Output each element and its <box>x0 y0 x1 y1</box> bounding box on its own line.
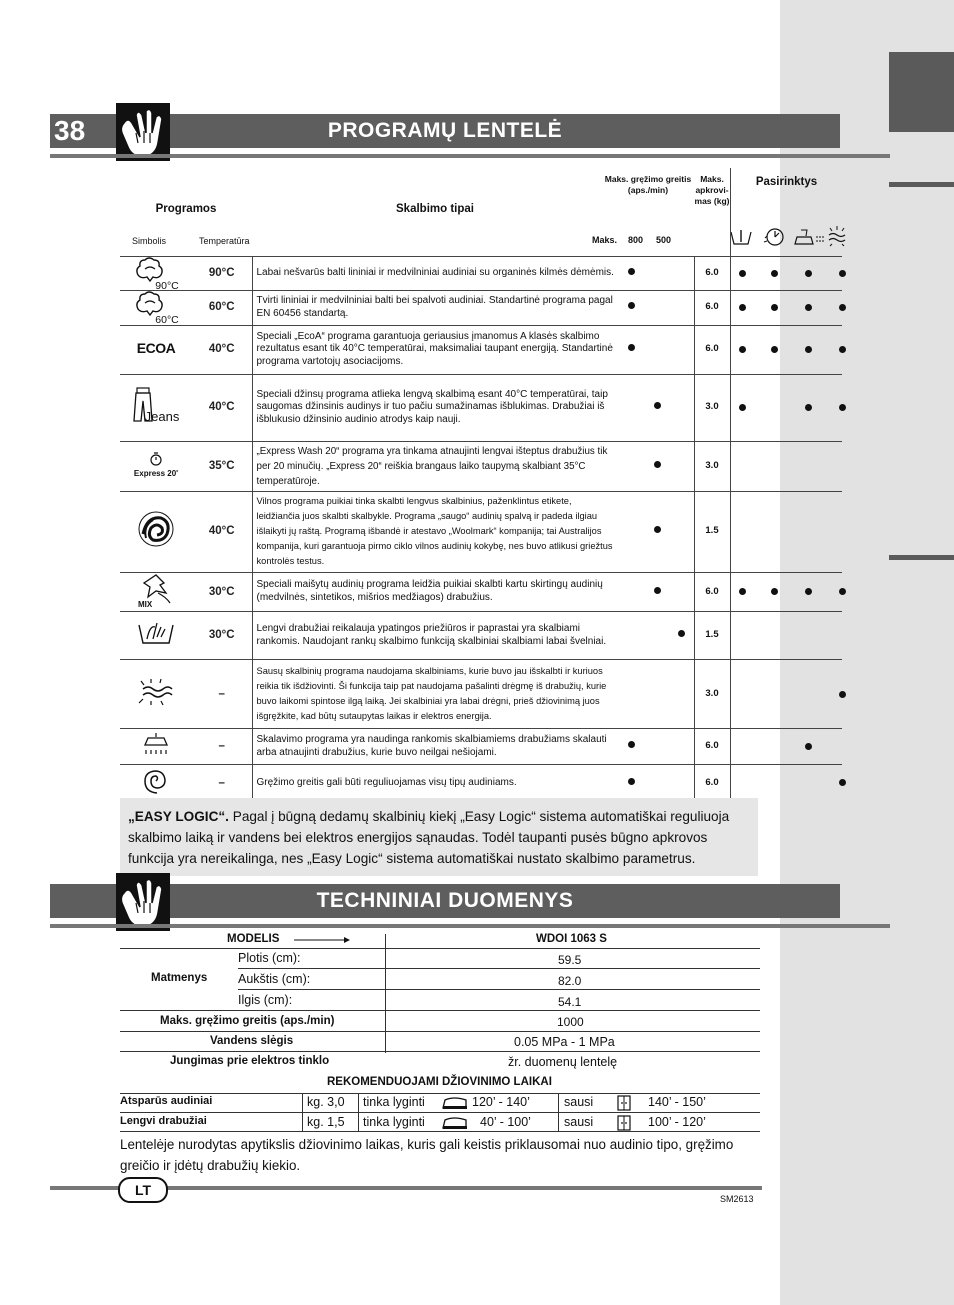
temperature: 40°C <box>192 491 252 572</box>
temperature: – <box>192 765 252 801</box>
program-row <box>120 441 842 491</box>
mix-icon <box>120 572 192 612</box>
max-load: 6.0 <box>694 256 730 290</box>
dry-row-iron-time: 40’ - 100’ <box>480 1115 531 1129</box>
spin-cell <box>670 374 694 441</box>
spin-cell <box>670 441 694 491</box>
options-cell <box>730 729 842 765</box>
symbol-label: Jeans <box>144 408 180 424</box>
spin-cell <box>670 325 694 374</box>
spin-cell <box>644 290 670 325</box>
dry-icon <box>829 226 845 246</box>
program-row <box>120 765 842 801</box>
symbol-label: Express 20' <box>133 469 179 478</box>
hand-icon <box>116 873 170 931</box>
doc-code: SM2613 <box>720 1194 754 1204</box>
option-dot-easy-iron <box>805 270 812 277</box>
program-row <box>120 290 842 325</box>
dry-row-dry-time: 100’ - 120’ <box>648 1115 706 1129</box>
option-dot-no-prewash <box>739 588 746 595</box>
easy-logic-box <box>120 798 758 876</box>
width-label: Plotis (cm): <box>238 951 301 965</box>
symbol-label: 90°C <box>155 279 179 292</box>
model-label: MODELIS <box>227 933 280 945</box>
max-label: Maks. <box>592 235 618 245</box>
cotton-60-icon <box>120 290 192 325</box>
symbol-label: MIX <box>138 599 153 609</box>
symbol-header: Simbolis <box>132 236 167 246</box>
program-description: Speciali džinsų programa atlieka lengvą skalbimą esant 40°C temperatūrai, taip saugomas džinsinis audinys ir tuo pačiu sumažinamas išblukimas. Drabužiai iš išblukusio džinsinio audinio atrodys kaip nauji. <box>252 374 618 441</box>
spin-800-label: 800 <box>628 235 644 245</box>
max-load: 6.0 <box>694 290 730 325</box>
dry-row-iron: tinka lyginti <box>363 1095 425 1109</box>
max-load: 6.0 <box>694 765 730 801</box>
temperature: 30°C <box>192 572 252 612</box>
program-description: Vilnos programa puikiai tinka skalbti lengvus skalbinius, paženklintus etikete, leidžiančia juos skalbti skalbykle. Programa „saugo“ audinių spalvą ir padeda ilgiau išlaikyti jų raštą. Programą išbandė ir atestavo „Woolmark“ kompanija; tai Australijos kompanija, kuri garantuoja pirmo ciklo vilnos audinių kokybę, nes buvo atlikusi griežtus kontrolės testus. <box>252 491 618 572</box>
dry-row-iron: tinka lyginti <box>363 1115 425 1129</box>
easy-logic-label: „EASY LOGIC“. <box>128 809 229 824</box>
max-load: 6.0 <box>694 729 730 765</box>
spin-cell <box>670 290 694 325</box>
wool-icon <box>120 491 192 572</box>
spin-cell <box>644 325 670 374</box>
spin-cell <box>644 256 670 290</box>
spin-cell <box>644 374 670 441</box>
spin-cell <box>618 660 644 729</box>
program-description: Skalavimo programa yra naudinga rankomis skalbiamiems drabužiams skalauti arba atnaujinti drabužius, kurie buvo neilgai nešiojami. <box>252 729 618 765</box>
easy-iron-icon <box>795 230 825 244</box>
option-dot-time <box>771 304 778 311</box>
side-bar <box>889 555 954 560</box>
height-value: 82.0 <box>558 974 582 988</box>
eco-a-icon <box>120 325 192 374</box>
option-dot-easy-iron <box>805 346 812 353</box>
spin-cell <box>618 612 644 660</box>
program-row <box>120 729 842 765</box>
option-dot-dry <box>839 691 846 698</box>
dry-row-iron-time: 120’ - 140’ <box>472 1095 530 1109</box>
spin-cell <box>644 765 670 801</box>
hand-wash-icon <box>120 612 192 660</box>
tech-note: Lentelėje nurodytas apytikslis džiovinimo laikas, kuris gali keistis priklausomai nuo audinio tipo, gręžimo greičio ir įdėtų drabužių kiekio. <box>120 1137 734 1173</box>
iron-cupboard-icon <box>442 1116 468 1130</box>
spin-cell <box>670 729 694 765</box>
spin-cell <box>618 765 644 801</box>
program-description: Speciali maišytų audinių programa leidžia puikiai skalbti kartu skirtingų audinių (medvilnės, sintetikos, mišrios medžiagos) drabužius. <box>252 572 618 612</box>
program-description: Sausų skalbinių programa naudojama skalbiniams, kurie buvo jau išskalbti ir kuriuos reikia tik išdžiovinti. Ši funkcija taip pat naudojama pašalinti drėgmę iš drabužių, kurie buvo laikomi spintose ilgą laiką. Jei skalbiniai yra labai drėgni, prieš džiovinimą juos išgręžkite, kad būtų sutaupytas laikas ir elektros energija. <box>252 660 618 729</box>
option-dot-dry <box>839 304 846 311</box>
program-row <box>120 374 842 441</box>
program-description: Tvirti lininiai ir medvilniniai balti bei spalvoti audiniai. Standartinė programa pagal EN 60456 standartą. <box>252 290 618 325</box>
spin-500-label: 500 <box>656 235 672 245</box>
dry-row-kg: kg. 3,0 <box>307 1095 345 1109</box>
no-prewash-icon <box>731 230 751 244</box>
spin-dot <box>654 587 661 594</box>
program-row <box>120 572 842 612</box>
section-title: PROGRAMŲ LENTELĖ <box>327 119 563 142</box>
program-description: Lengvi drabužiai reikalauja ypatingos priežiūros ir paprastai yra skalbiami rankomis. Naudojant rankų skalbimo funkciją skalbiniai skalbiami labai švelniai. <box>252 612 618 660</box>
options-cell <box>730 256 842 290</box>
side-bar <box>889 182 954 187</box>
spin-dot <box>628 302 635 309</box>
tech-table <box>120 930 760 1180</box>
option-dot-dry <box>839 270 846 277</box>
program-description: „Express Wash 20“ programa yra tinkama atnaujinti lengvai išteptus drabužius tik per 20 minučių. „Express 20“ reiškia brangaus laiko taupymą skalbiant 35°C temperatūroje. <box>252 441 618 491</box>
spin-dot <box>628 778 635 785</box>
option-dot-time <box>771 270 778 277</box>
program-row <box>120 325 842 374</box>
spin-cell <box>618 441 644 491</box>
option-dot-easy-iron <box>805 588 812 595</box>
symbol-label: 60°C <box>155 314 179 327</box>
temperature: 35°C <box>192 441 252 491</box>
option-dot-dry <box>839 404 846 411</box>
options-cell <box>730 441 842 491</box>
width-value: 59.5 <box>558 953 582 967</box>
spin-cell <box>618 325 644 374</box>
option-dot-no-prewash <box>739 404 746 411</box>
options-cell <box>730 660 842 729</box>
temperature: 90°C <box>192 256 252 290</box>
spin-dot <box>628 268 635 275</box>
spin-label: Maks. gręžimo greitis (aps./min) <box>160 1015 335 1027</box>
spin-cell <box>644 729 670 765</box>
cupboard-dry-icon <box>617 1115 631 1131</box>
temperature: 30°C <box>192 612 252 660</box>
program-description: Speciali „EcoA“ programa garantuoja geriausius įmanomus A klasės skalbimo rezultatus esant tik 40°C temperatūrai, maksimaliai taupant energiją. Standartinė programa vartotojų asociacijoms. <box>252 325 618 374</box>
spin-cell <box>644 660 670 729</box>
wash-types-header: Skalbimo tipai <box>396 203 474 215</box>
option-dot-easy-iron <box>805 404 812 411</box>
water-value: 0.05 MPa - 1 MPa <box>514 1035 615 1049</box>
option-dot-no-prewash <box>739 304 746 311</box>
program-row <box>120 491 842 572</box>
options-cell <box>730 325 842 374</box>
easy-logic-text: Pagal į būgną dedamų skalbinių kiekį „Easy Logic“ sistema automatiškai reguliuoja skalbimo laiką ir vandens bei elektros energijos sąnaudas. Todėl taupanti pusės būgno apkrovos funkcija yra nereikalinga, nes „Easy Logic“ sistema automatiškai nustato skalbimo parametrus. <box>128 809 730 866</box>
temperature: 40°C <box>192 325 252 374</box>
option-dot-no-prewash <box>739 270 746 277</box>
spin-cell <box>670 256 694 290</box>
spin-dot <box>678 630 685 637</box>
program-table <box>120 168 842 798</box>
express-icon <box>120 441 192 491</box>
option-dot-easy-iron <box>805 304 812 311</box>
spin-cell <box>644 491 670 572</box>
temperature: – <box>192 729 252 765</box>
rinse-icon <box>120 729 192 765</box>
spin-cell <box>618 374 644 441</box>
option-dot-time <box>771 588 778 595</box>
depth-value: 54.1 <box>558 995 582 1009</box>
model-value: WDOI 1063 S <box>536 933 607 945</box>
time-icon <box>764 229 783 245</box>
temperature: – <box>192 660 252 729</box>
options-cell <box>730 491 842 572</box>
temperature-header: Temperatūra <box>199 236 250 246</box>
spin-cell <box>670 660 694 729</box>
spin-dot <box>628 741 635 748</box>
symbol-label: ECOA <box>136 339 176 356</box>
dry-row-dry-time: 140’ - 150’ <box>648 1095 706 1109</box>
programs-header: Programos <box>155 203 217 215</box>
dry-title: REKOMENDUOJAMI DŽIOVINIMO LAIKAI <box>327 1076 552 1088</box>
temperature: 60°C <box>192 290 252 325</box>
dry-row-dry: sausi <box>564 1115 594 1129</box>
options-cell <box>730 765 842 801</box>
dry-row-dry: sausi <box>564 1095 594 1109</box>
divider <box>50 154 890 158</box>
program-description: Labai nešvarūs balti lininiai ir medvilniniai audiniai su organinės kilmės dėmėmis. <box>252 256 618 290</box>
option-dot-no-prewash <box>739 346 746 353</box>
dry-row-kg: kg. 1,5 <box>307 1115 345 1129</box>
option-dot-dry <box>839 346 846 353</box>
divider <box>50 924 890 928</box>
max-load: 3.0 <box>694 660 730 729</box>
program-row <box>120 612 842 660</box>
spin-cell <box>644 612 670 660</box>
cupboard-dry-icon <box>617 1095 631 1111</box>
spin-cell <box>644 572 670 612</box>
spin-cell <box>618 256 644 290</box>
option-dot-time <box>771 346 778 353</box>
program-row <box>120 660 842 729</box>
option-dot-easy-iron <box>805 743 812 750</box>
spin-cell <box>618 729 644 765</box>
spin-cell <box>618 491 644 572</box>
dims-label: Matmenys <box>151 972 208 984</box>
spin-cell <box>670 491 694 572</box>
temperature: 40°C <box>192 374 252 441</box>
max-load: 1.5 <box>694 612 730 660</box>
options-cell <box>730 290 842 325</box>
max-load: 6.0 <box>694 572 730 612</box>
spin-value: 1000 <box>557 1015 584 1029</box>
depth-label: Ilgis (cm): <box>238 993 293 1007</box>
max-load: 1.5 <box>694 491 730 572</box>
section-title: TECHNINIAI DUOMENYS <box>316 889 574 912</box>
iron-cupboard-icon <box>442 1096 468 1110</box>
spin-icon <box>120 765 192 801</box>
jeans-icon <box>120 374 192 441</box>
spin-cell <box>670 572 694 612</box>
spin-dot <box>654 526 661 533</box>
drying-icon <box>120 660 192 729</box>
height-label: Aukštis (cm): <box>238 972 311 986</box>
program-description: Gręžimo greitis gali būti reguliuojamas visų tipų audiniams. <box>252 765 618 801</box>
page-number: 38 <box>54 115 86 146</box>
spin-cell <box>670 765 694 801</box>
options-cell <box>730 374 842 441</box>
program-row <box>120 256 842 290</box>
lang-badge: LT <box>118 1177 168 1203</box>
options-cell <box>730 572 842 612</box>
dry-row-label: Lengvi drabužiai <box>120 1115 207 1127</box>
options-header: Pasirinktys <box>755 176 818 188</box>
side-tab <box>889 52 954 132</box>
spin-dot <box>654 402 661 409</box>
spin-dot <box>628 344 635 351</box>
cotton-90-icon <box>120 256 192 290</box>
elec-value: žr. duomenų lentelę <box>508 1055 618 1069</box>
spin-dot <box>654 461 661 468</box>
spin-cell <box>618 572 644 612</box>
max-load: 6.0 <box>694 325 730 374</box>
options-cell <box>730 612 842 660</box>
spin-cell <box>618 290 644 325</box>
max-load: 3.0 <box>694 441 730 491</box>
max-load: 3.0 <box>694 374 730 441</box>
water-label: Vandens slėgis <box>210 1035 294 1047</box>
spin-cell <box>670 612 694 660</box>
spin-cell <box>644 441 670 491</box>
max-spin-header: Maks. gręžimo greitis (aps./min) <box>604 174 692 195</box>
hand-icon <box>116 103 170 161</box>
max-load-header: Maks. apkrovi-mas (kg) <box>694 174 730 206</box>
elec-label: Jungimas prie elektros tinklo <box>170 1055 330 1067</box>
dry-row-label: Atsparūs audiniai <box>120 1095 213 1107</box>
